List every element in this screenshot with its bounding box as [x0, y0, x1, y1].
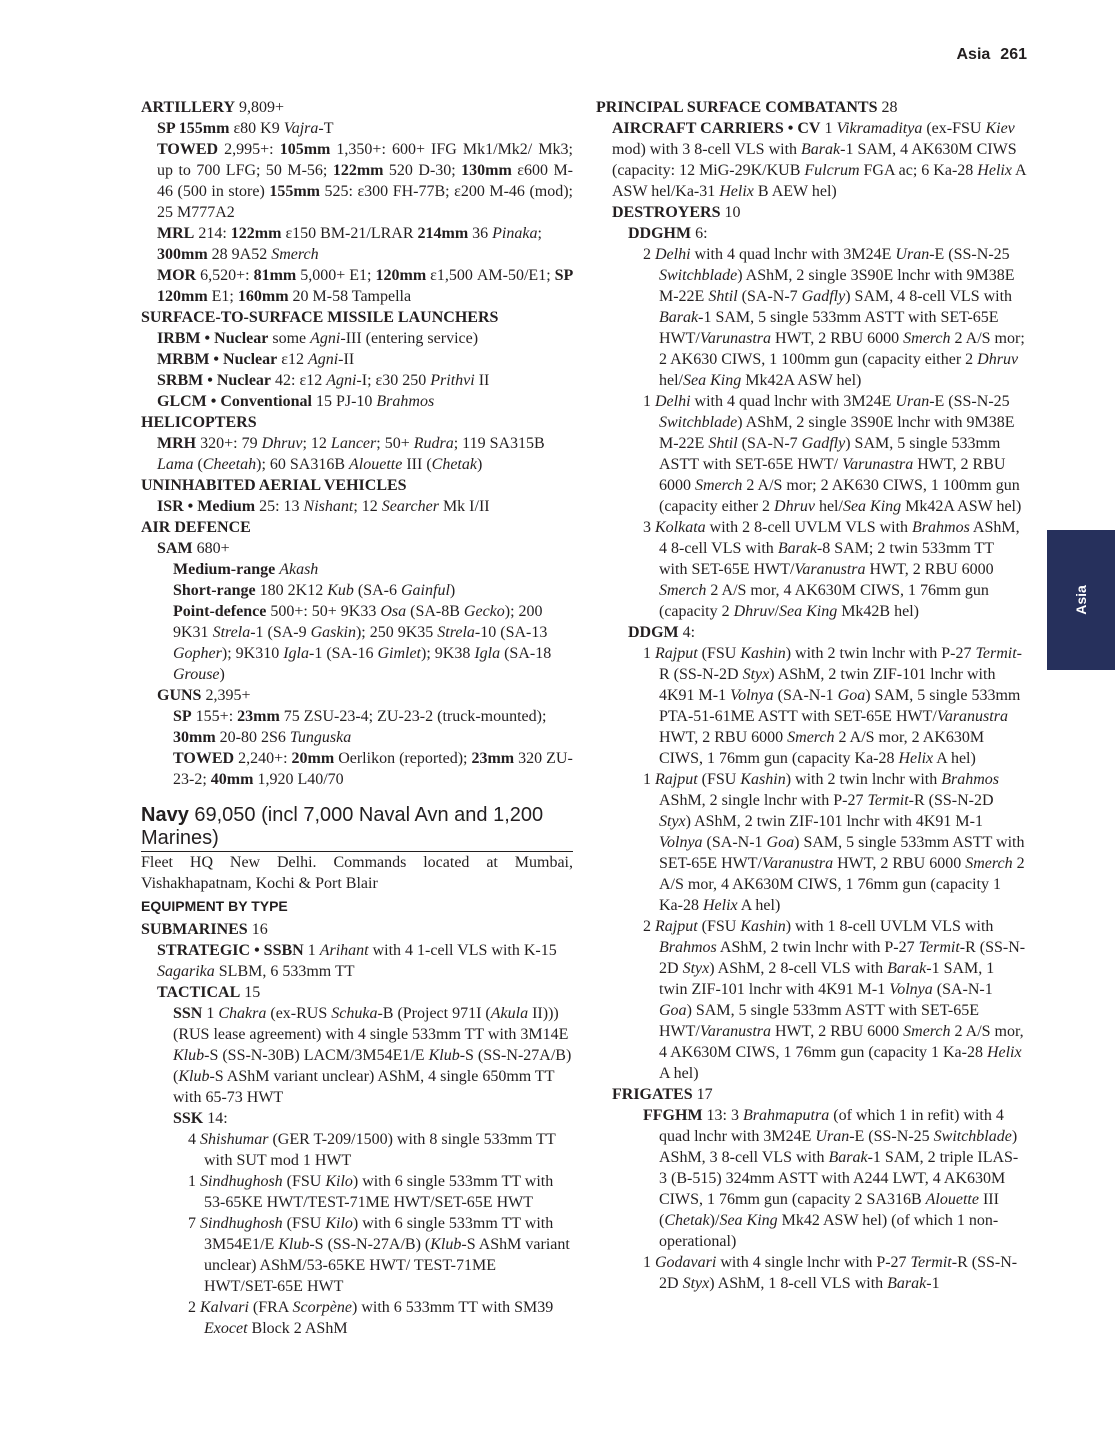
text-block: FRIGATES 17: [612, 1086, 713, 1103]
text-block: SSK 14:: [173, 1110, 228, 1127]
text-block: DESTROYERS 10: [612, 204, 741, 221]
text-block: TOWED 2,240+: 20mm Oerlikon (reported); 23mm 320 ZU-23-2; 40mm 1,920 L40/70: [173, 750, 573, 788]
text-block: MRL 214: 122mm ε150 BM-21/LRAR 214mm 36 Pinaka; 300mm 28 9A52 Smerch: [157, 225, 542, 263]
text-block: STRATEGIC • SSBN 1 Arihant with 4 1-cell VLS with K-15 Sagarika SLBM, 6 533mm TT: [157, 942, 557, 980]
text-block: SP 155mm ε80 K9 Vajra-T: [157, 120, 334, 137]
text-block: 1 Delhi with 4 quad lnchr with 3M24E Uran-E (SS-N-25 Switchblade) AShM, 2 single 3S90E lnchr with 9M38E M-22E Shtil (SA-N-7 Gadfly) SAM, 5 single 533mm ASTT with SET-65E HWT/ Varunastra HWT, 2 RBU 6000 Smerch 2 A/S mor; 2 AK630 CIWS, 1 100mm gun (capacity either 2 Dhruv hel/Sea King Mk42A ASW hel): [643, 393, 1022, 515]
text-block: SSN 1 Chakra (ex-RUS Schuka-B (Project 971I (Akula II))) (RUS lease agreement) with 4 single 533mm TT with 3M14E Klub-S (SS-N-30B) LACM/3M54E1/E Klub-S (SS-N-27A/B) (Klub-S AShM variant unclear) AShM, 4 single 650mm TT with 65-73 HWT: [173, 1005, 572, 1106]
text-block: PRINCIPAL SURFACE COMBATANTS 28: [596, 99, 898, 116]
section-name: Asia: [956, 46, 991, 63]
text-block: Short-range 180 2K12 Kub (SA-6 Gainful): [173, 582, 456, 599]
text-block: AIRCRAFT CARRIERS • CV 1 Vikramaditya (ex-FSU Kiev mod) with 3 8-cell VLS with Barak-1 SAM, 4 AK630M CIWS (capacity: 12 MiG-29K/KUB Fulcrum FGA ac; 6 Ka-28 Helix A ASW hel/Ka-31 Helix B AEW hel): [612, 120, 1026, 200]
text-block: 3 Kolkata with 2 8-cell UVLM VLS with Brahmos AShM, 4 8-cell VLS with Barak-8 SAM; 2 twin 533mm TT with SET-65E HWT/Varanustra HWT, 2 RBU 6000 Smerch 2 A/S mor, 4 AK630M CIWS, 1 76mm gun (capacity 2 Dhruv/Sea King Mk42B hel): [643, 519, 1020, 620]
running-header: [957, 46, 1028, 64]
text-block: GLCM • Conventional 15 PJ-10 Brahmos: [157, 393, 435, 410]
text-block: SURFACE-TO-SURFACE MISSILE LAUNCHERS: [141, 309, 499, 326]
page-number: 261: [1000, 46, 1027, 63]
text-block: MRBM • Nuclear ε12 Agni-II: [157, 351, 355, 368]
text-block: ARTILLERY 9,809+: [141, 99, 285, 116]
text-block: ISR • Medium 25: 13 Nishant; 12 Searcher Mk I/II: [157, 498, 490, 515]
text-block: TOWED 2,995+: 105mm 1,350+: 600+ IFG Mk1/Mk2/ Mk3; up to 700 LFG; 50 M-56; 122mm 520 D-30; 130mm ε600 M-46 (500 in store) 155mm 525: ε300 FH-77B; ε200 M-46 (mod); 25 M777A2: [157, 141, 574, 221]
text-block: Point-defence 500+: 50+ 9K33 Osa (SA-8B Gecko); 200 9K31 Strela-1 (SA-9 Gaskin); 250 9K35 Strela-10 (SA-13 Gopher); 9K310 Igla-1 (SA-16 Gimlet); 9K38 Igla (SA-18 Grouse): [173, 603, 552, 683]
text-block: 4 Shishumar (GER T-209/1500) with 8 single 533mm TT with SUT mod 1 HWT: [188, 1131, 556, 1169]
text-block: 2 Kalvari (FRA Scorpène) with 6 533mm TT with SM39 Exocet Block 2 AShM: [188, 1299, 554, 1337]
text-block: 1 Sindhughosh (FSU Kilo) with 6 single 533mm TT with 53-65KE HWT/TEST-71ME HWT/SET-65E HWT: [188, 1173, 554, 1211]
navy-title: Navy: [141, 804, 189, 826]
text-block: IRBM • Nuclear some Agni-III (entering service): [157, 330, 479, 347]
section-tab-label: Asia: [1073, 585, 1089, 615]
text-block: SP 155+: 23mm 75 ZSU-23-4; ZU-23-2 (truck-mounted); 30mm 20-80 2S6 Tunguska: [173, 708, 547, 746]
text-block: TACTICAL 15: [157, 984, 261, 1001]
text-block: UNINHABITED AERIAL VEHICLES: [141, 477, 407, 494]
section-tab: [1047, 530, 1115, 670]
text-block: MRH 320+: 79 Dhruv; 12 Lancer; 50+ Rudra; 119 SA315B Lama (Cheetah); 60 SA316B Alouette III (Chetak): [157, 435, 545, 473]
text-block: GUNS 2,395+: [157, 687, 251, 704]
navy-heading: [141, 804, 573, 852]
text-block: 1 Rajput (FSU Kashin) with 2 twin lnchr with Brahmos AShM, 2 single lnchr with P-27 Termit-R (SS-N-2D Styx) AShM, 2 twin ZIF-101 lnchr with 4K91 M-1 Volnya (SA-N-1 Goa) SAM, 5 single 533mm ASTT with SET-65E HWT/Varanustra HWT, 2 RBU 6000 Smerch 2 A/S mor, 4 AK630M CIWS, 1 76mm gun (capacity 1 Ka-28 Helix A hel): [643, 771, 1025, 914]
text-block: SRBM • Nuclear 42: ε12 Agni-I; ε30 250 Prithvi II: [157, 372, 490, 389]
text-block: 1 Rajput (FSU Kashin) with 2 twin lnchr with P-27 Termit-R (SS-N-2D Styx) AShM, 2 twin ZIF-101 lnchr with 4K91 M-1 Volnya (SA-N-1 Goa) SAM, 5 single 533mm PTA-51-61ME ASTT with SET-65E HWT/Varanustra HWT, 2 RBU 6000 Smerch 2 A/S mor, 2 AK630M CIWS, 1 76mm gun (capacity Ka-28 Helix A hel): [643, 645, 1022, 767]
text-block: SUBMARINES 16: [141, 921, 268, 938]
text-block: MOR 6,520+: 81mm 5,000+ E1; 120mm ε1,500 AM-50/E1; SP 120mm E1; 160mm 20 M-58 Tampella: [157, 267, 573, 305]
text-block: FFGHM 13: 3 Brahmaputra (of which 1 in refit) with 4 quad lnchr with 3M24E Uran-E (SS-N-25 Switchblade) AShM, 3 8-cell VLS with Barak-1 SAM, 2 triple ILAS-3 (B-515) 324mm ASTT with A244 LWT, 4 AK630M CIWS, 1 76mm gun (capacity 2 SA316B Alouette III (Chetak)/Sea King Mk42 ASW hel) (of which 1 non-operational): [643, 1107, 1019, 1250]
text-block: Fleet HQ New Delhi. Commands located at Mumbai, Vishakhapatnam, Kochi & Port Blair: [141, 854, 573, 892]
left-column: [141, 97, 573, 1339]
text-block: DDGM 4:: [628, 624, 696, 641]
text-block: DDGHM 6:: [628, 225, 708, 242]
text-block: 2 Delhi with 4 quad lnchr with 3M24E Uran-E (SS-N-25 Switchblade) AShM, 2 single 3S90E lnchr with 9M38E M-22E Shtil (SA-N-7 Gadfly) SAM, 4 8-cell VLS with Barak-1 SAM, 5 single 533mm ASTT with SET-65E HWT/Varunastra HWT, 2 RBU 6000 Smerch 2 A/S mor; 2 AK630 CIWS, 1 100mm gun (capacity either 2 Dhruv hel/Sea King Mk42A ASW hel): [643, 246, 1025, 389]
text-block: HELICOPTERS: [141, 414, 257, 431]
text-block: Medium-range Akash: [173, 561, 319, 578]
navy-subtitle: 69,050 (incl 7,000 Naval Avn and 1,200 Marines): [141, 804, 544, 849]
equipment-heading: EQUIPMENT BY TYPE: [141, 898, 288, 914]
text-block: 7 Sindhughosh (FSU Kilo) with 6 single 533mm TT with 3M54E1/E Klub-S (SS-N-27A/B) (Klub-S AShM variant unclear) AShM/53-65KE HWT/ TEST-71ME HWT/SET-65E HWT: [188, 1215, 570, 1295]
right-column: [596, 97, 1026, 1294]
text-block: SAM 680+: [157, 540, 230, 557]
text-block: 1 Godavari with 4 single lnchr with P-27 Termit-R (SS-N-2D Styx) AShM, 1 8-cell VLS with Barak-1: [643, 1254, 1018, 1292]
text-block: AIR DEFENCE: [141, 519, 251, 536]
text-block: 2 Rajput (FSU Kashin) with 1 8-cell UVLM VLS with Brahmos AShM, 2 twin lnchr with P-27 Termit-R (SS-N-2D Styx) AShM, 2 8-cell VLS with Barak-1 SAM, 1 twin ZIF-101 lnchr with 4K91 M-1 Volnya (SA-N-1 Goa) SAM, 5 single 533mm ASTT with SET-65E HWT/Varanustra HWT, 2 RBU 6000 Smerch 2 A/S mor, 4 AK630M CIWS, 1 76mm gun (capacity 1 Ka-28 Helix A hel): [643, 918, 1026, 1082]
